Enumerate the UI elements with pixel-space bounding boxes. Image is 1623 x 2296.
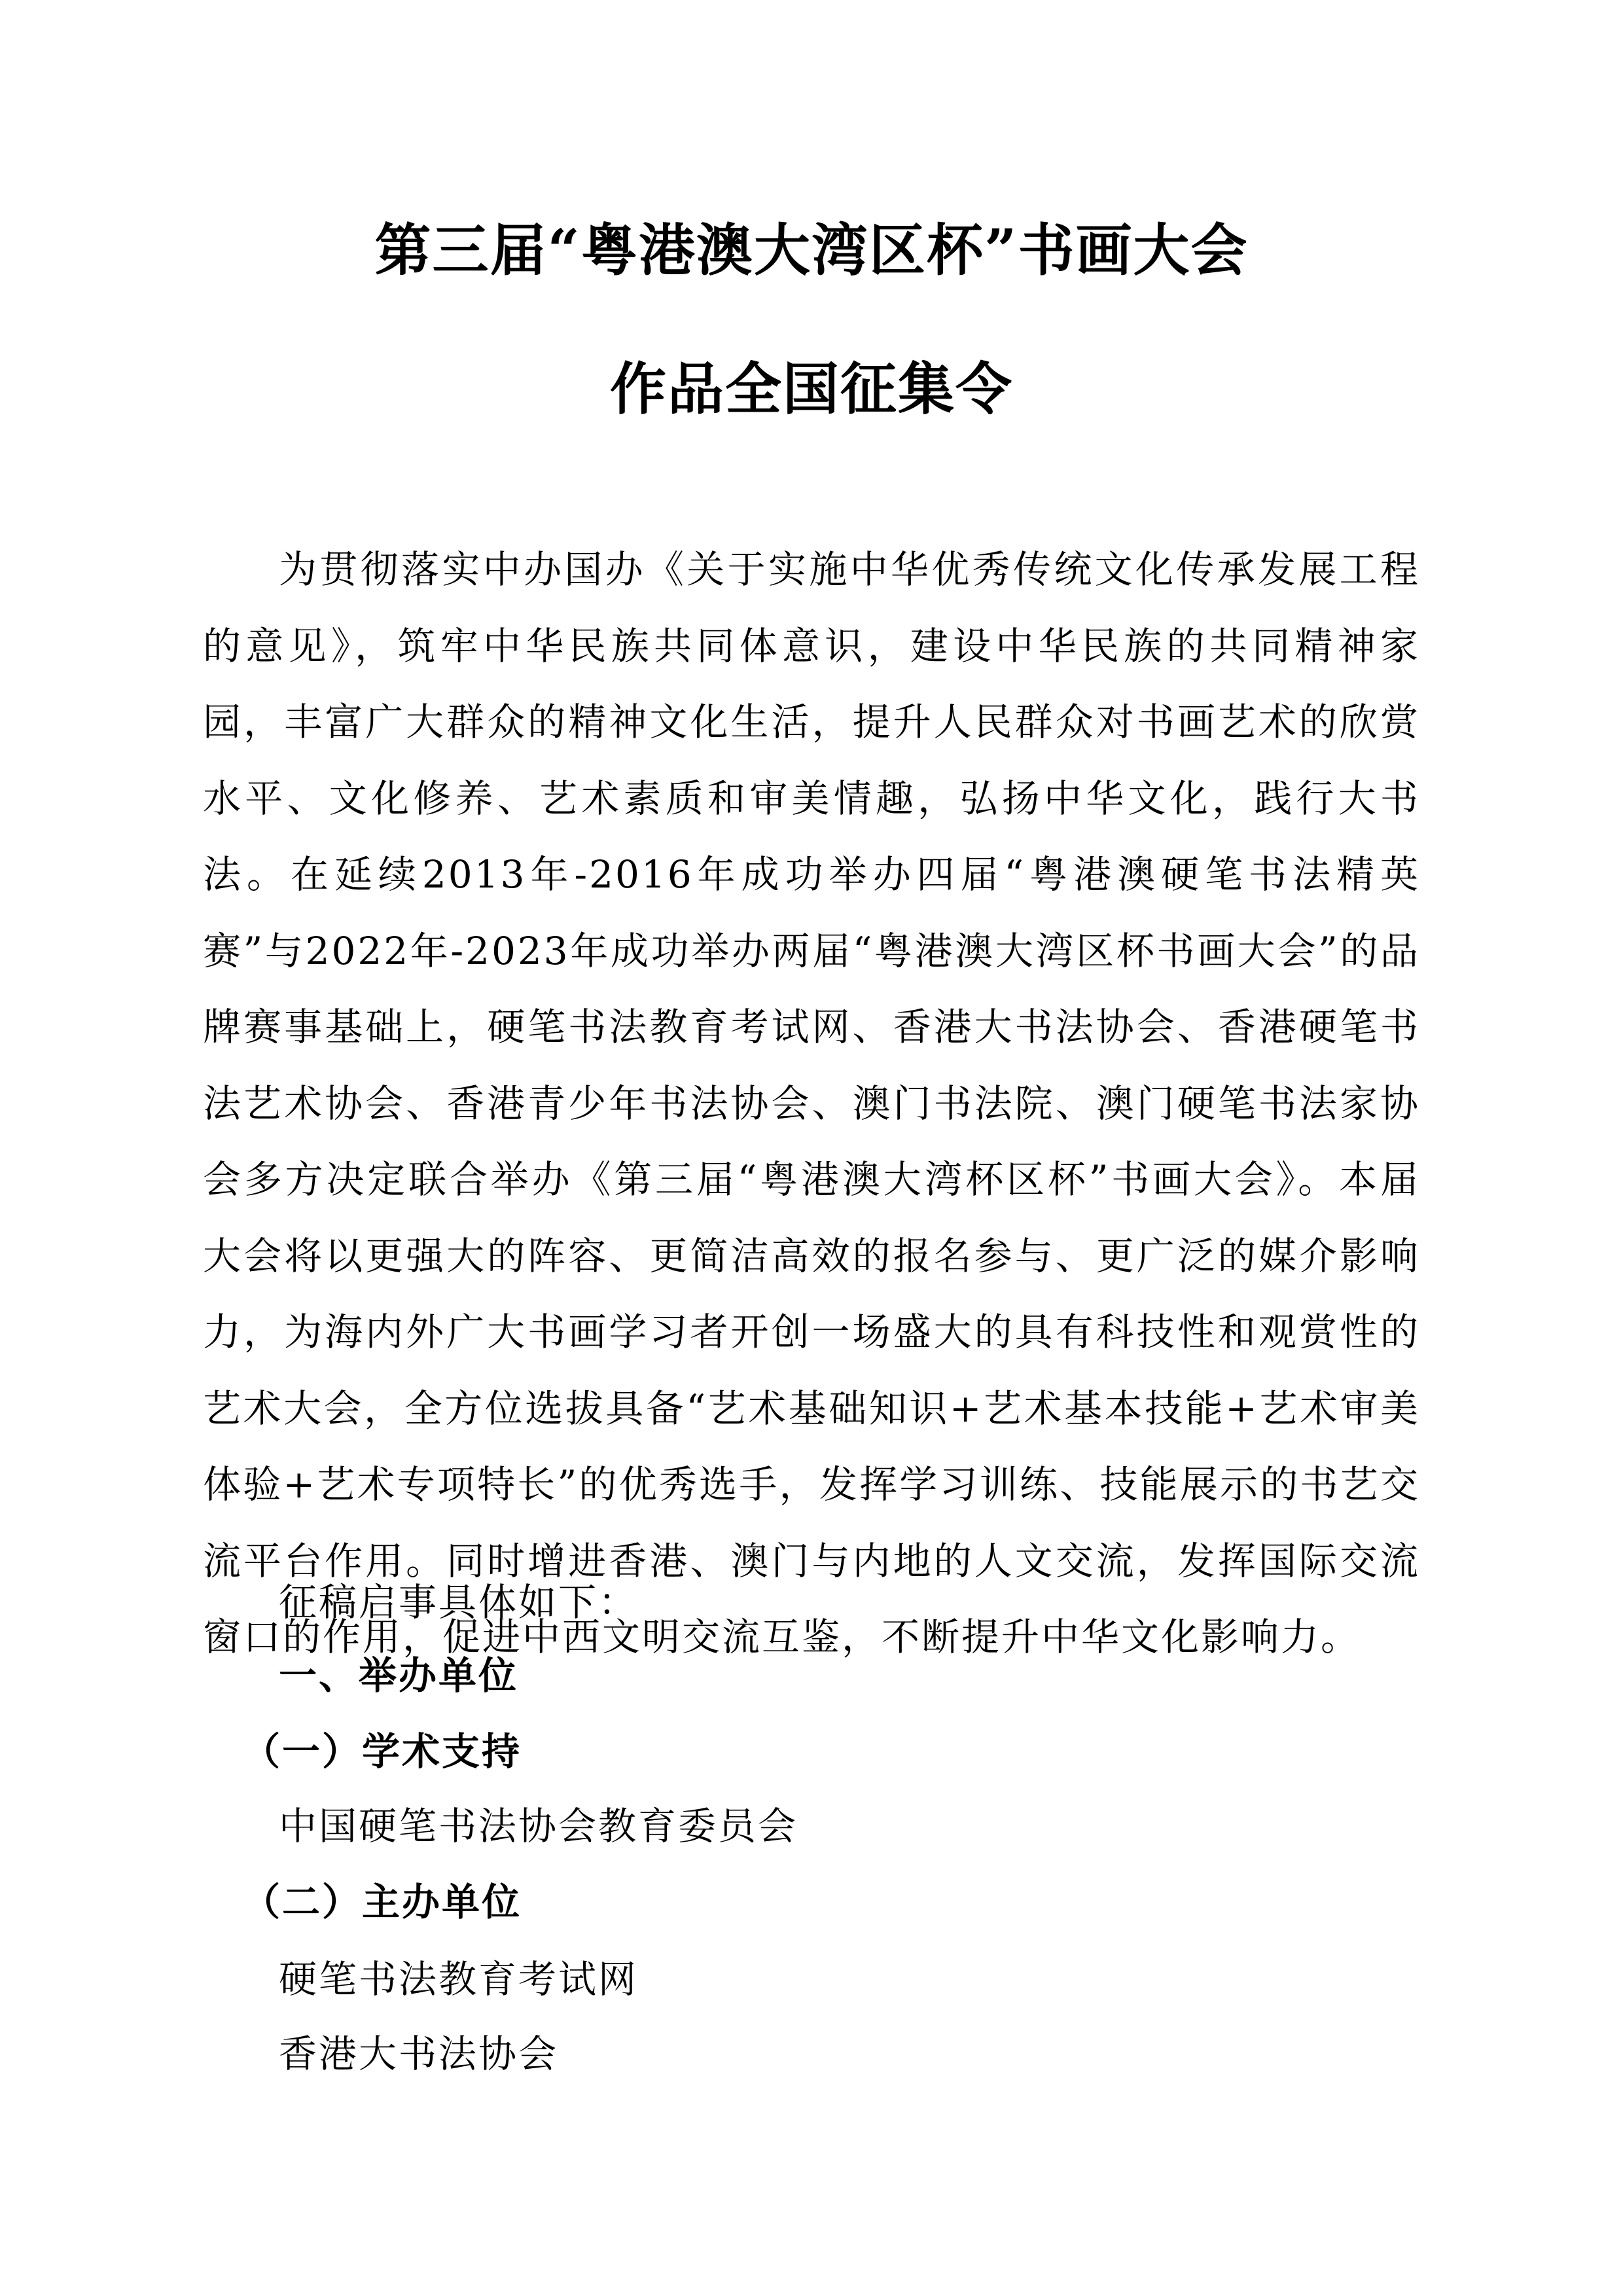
- document-title-line-1: 第三届“粤港澳大湾区杯”书画大会: [374, 217, 1249, 283]
- list-item: 香港大书法协会: [279, 2032, 559, 2076]
- section-heading-organizers: 一、举办单位: [279, 1653, 519, 1698]
- subsection-heading-academic-support: （一）学术支持: [242, 1729, 522, 1774]
- list-item: 硬笔书法教育考试网: [279, 1957, 639, 2001]
- document-title-line-2: 作品全国征集令: [610, 356, 1013, 422]
- subsection-heading-hosts: （二）主办单位: [242, 1880, 522, 1924]
- notice-intro: 征稿启事具体如下：: [279, 1580, 639, 1624]
- list-item: 中国硬笔书法协会教育委员会: [279, 1804, 798, 1848]
- intro-paragraph: 为贯彻落实中办国办《关于实施中华优秀传统文化传承发展工程的意见》，筑牢中华民族共同体意识，建设中华民族的共同精神家园，丰富广大群众的精神文化生活，提升人民群众对书画艺术的欣赏水平、文化修养、艺术素质和审美情趣，弘扬中华文化，践行大书法。在延续2013年-2016年成功举办四届“粤港澳硬笔书法精英赛”与2022年-2023年成功举办两届“粤港澳大湾区杯书画大会”的品牌赛事基础上，硬笔书法教育考试网、香港大书法协会、香港硬笔书法艺术协会、香港青少年书法协会、澳门书法院、澳门硬笔书法家协会多方决定联合举办《第三届“粤港澳大湾杯区杯”书画大会》。本届大会将以更强大的阵容、更简洁高效的报名参与、更广泛的媒介影响力，为海内外广大书画学习者开创一场盛大的具有科技性和观赏性的艺术大会，全方位选拔具备“艺术基础知识+艺术基本技能+艺术审美体验+艺术专项特长”的优秀选手，发挥学习训练、技能展示的书艺交流平台作用。同时增进香港、澳门与内地的人文交流，发挥国际交流窗口的作用，促进中西文明交流互鉴，不断提升中华文化影响力。: [203, 547, 1420, 1659]
